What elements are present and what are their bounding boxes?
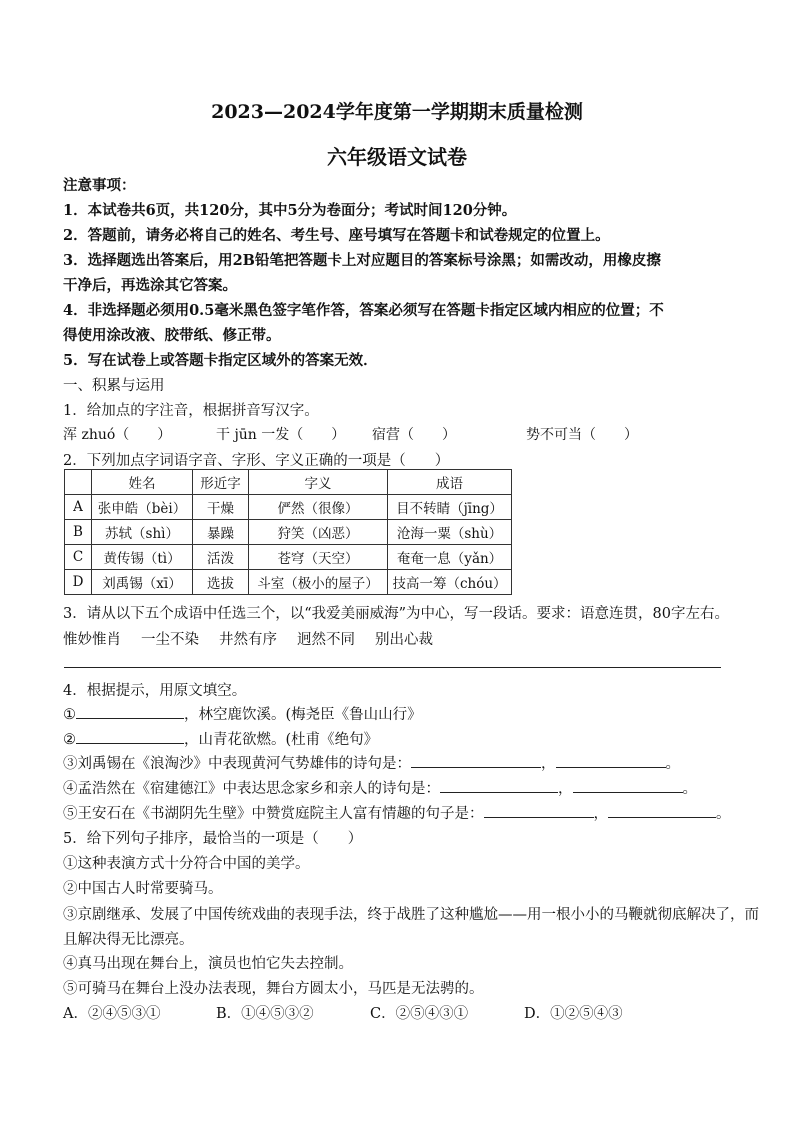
table-header-row — [65, 470, 512, 495]
idiom: 井然有序 — [219, 632, 277, 648]
q4-period: 。 — [682, 781, 697, 797]
table-cell: 奄奄一息（yǎn） — [388, 545, 512, 570]
q5-sentence: ③京剧继承、发展了中国传统戏曲的表现手法，终于战胜了这种尴尬——用一根小小的马鞭就彻底解决了，而 — [63, 907, 759, 923]
table-cell: 苍穹（天空） — [249, 545, 388, 570]
notice-item: 5．写在试卷上或答题卡指定区域外的答案无效． — [63, 352, 378, 369]
q4-line-1 — [63, 703, 422, 724]
q4-text: ④孟浩然在《宿建德江》中表达思念家乡和亲人的诗句是： — [63, 781, 440, 797]
table-row — [65, 520, 512, 545]
q5-sentence: ②中国古人时常要骑马。 — [63, 881, 223, 897]
table-cell: 苏轼（shì） — [92, 520, 193, 545]
q4-line-3 — [63, 752, 680, 773]
notice-item: 干净后，再选涂其它答案。 — [63, 277, 237, 294]
table-cell: 黄传锡（tì） — [92, 545, 193, 570]
table-header-cell: 字义 — [249, 470, 388, 495]
idiom: 迥然不同 — [297, 632, 355, 648]
section-heading: 一、积累与运用 — [63, 378, 165, 394]
q3-idiom-list — [63, 628, 453, 649]
q1-item: 浑 zhuó（ ） — [63, 427, 172, 443]
option-c[interactable]: C．②⑤④③① — [370, 1006, 469, 1022]
idiom: 惟妙惟肖 — [63, 632, 121, 648]
table-cell: B — [65, 520, 92, 545]
exam-subtitle: 六年级语文试卷 — [327, 145, 467, 169]
idiom: 别出心裁 — [375, 632, 433, 648]
table-cell: A — [65, 495, 92, 520]
q4-period: 。 — [665, 756, 680, 772]
q4-marker: ① — [63, 707, 76, 723]
q4-period: 。 — [716, 806, 731, 822]
table-header-cell: 姓名 — [92, 470, 193, 495]
q4-text: ③刘禹锡在《浪淘沙》中表现黄河气势雄伟的诗句是： — [63, 756, 411, 772]
table-cell: 干燥 — [193, 495, 249, 520]
fill-blank[interactable] — [411, 753, 541, 768]
fill-blank[interactable] — [608, 803, 716, 818]
q4-text: ⑤王安石在《书湖阴先生壁》中赞赏庭院主人富有情趣的句子是： — [63, 806, 484, 822]
question-2-stem: 2．下列加点字词语字音、字形、字义正确的一项是（ ） — [63, 453, 450, 469]
table-row — [65, 570, 512, 595]
fill-blank[interactable] — [484, 803, 594, 818]
table-cell: 狩笑（凶恶） — [249, 520, 388, 545]
table-header-cell — [65, 470, 92, 495]
notice-item: 2．答题前，请务必将自己的姓名、考生号、座号填写在答题卡和试卷规定的位置上。 — [63, 227, 610, 244]
notice-item: 1．本试卷共6页，共120分，其中5分为卷面分；考试时间120分钟。 — [63, 202, 517, 219]
question-3-stem: 3．请从以下五个成语中任选三个，以“我爱美丽威海”为中心，写一段话。要求：语意连贯，80字左右。 — [63, 606, 729, 622]
option-b[interactable]: B．①④⑤③② — [216, 1006, 314, 1022]
table-cell: 刘禹锡（xī） — [92, 570, 193, 595]
fill-blank[interactable] — [440, 778, 558, 793]
notice-item: 4．非选择题必须用0.5毫米黑色签字笔作答，答案必须写在答题卡指定区域内相应的位置；不 — [63, 302, 664, 319]
table-header-cell: 成语 — [388, 470, 512, 495]
question-1-stem: 1．给加点的字注音，根据拼音写汉字。 — [63, 403, 319, 419]
table-row — [65, 545, 512, 570]
q4-comma: ， — [593, 806, 608, 822]
q4-line-4 — [63, 777, 697, 798]
q4-comma: ， — [558, 781, 573, 797]
notice-item: 3．选择题选出答案后，用2B铅笔把答题卡上对应题目的答案标号涂黑；如需改动，用橡皮擦 — [63, 252, 661, 269]
table-header-cell: 形近字 — [193, 470, 249, 495]
q4-text: ，山青花欲燃。(杜甫《绝句》 — [184, 732, 379, 748]
q5-sentence: ①这种表演方式十分符合中国的美学。 — [63, 856, 310, 872]
q4-comma: ， — [541, 756, 556, 772]
question-4-stem: 4．根据提示，用原文填空。 — [63, 683, 247, 699]
q1-item: 宿营（ ） — [372, 427, 456, 443]
q4-marker: ② — [63, 732, 76, 748]
table-cell: 活泼 — [193, 545, 249, 570]
q5-sentence-continued: 且解决得无比漂亮。 — [63, 932, 194, 948]
fill-blank[interactable] — [76, 729, 184, 744]
table-row — [65, 495, 512, 520]
q1-item: 干 jūn 一发（ ） — [216, 427, 346, 443]
q4-line-5 — [63, 802, 731, 823]
table-cell: 俨然（很像） — [249, 495, 388, 520]
exam-title: 2023—2024学年度第一学期期末质量检测 — [211, 101, 583, 123]
table-cell: 技高一筹（chóu） — [388, 570, 512, 595]
q4-text: ，林空鹿饮溪。(梅尧臣《鲁山山行》 — [184, 707, 422, 723]
fill-blank[interactable] — [573, 778, 683, 793]
option-a[interactable]: A．②④⑤③① — [63, 1006, 161, 1022]
table-cell: C — [65, 545, 92, 570]
q5-sentence: ④真马出现在舞台上，演员也怕它失去控制。 — [63, 956, 353, 972]
q2-table — [64, 469, 512, 595]
q1-item: 势不可当（ ） — [526, 427, 638, 443]
q5-sentence: ⑤可骑马在舞台上没办法表现，舞台方圆太小，马匹是无法骋的。 — [63, 981, 484, 997]
table-cell: 沧海一粟（shù） — [388, 520, 512, 545]
idiom: 一尘不染 — [141, 632, 199, 648]
table-cell: D — [65, 570, 92, 595]
notice-item: 得使用涂改液、胶带纸、修正带。 — [63, 327, 281, 344]
table-cell: 暴躁 — [193, 520, 249, 545]
answer-line[interactable] — [64, 667, 721, 668]
notice-heading: 注意事项： — [63, 177, 136, 194]
q4-line-2 — [63, 728, 378, 749]
fill-blank[interactable] — [556, 753, 666, 768]
option-d[interactable]: D．①②⑤④③ — [524, 1006, 623, 1022]
question-5-stem: 5．给下列句子排序，最恰当的一项是（ ） — [63, 831, 363, 847]
table-cell: 目不转睛（jīng） — [388, 495, 512, 520]
table-cell: 斗室（极小的屋子） — [249, 570, 388, 595]
fill-blank[interactable] — [76, 704, 184, 719]
table-cell: 张申皓（bèi） — [92, 495, 193, 520]
table-cell: 选拔 — [193, 570, 249, 595]
